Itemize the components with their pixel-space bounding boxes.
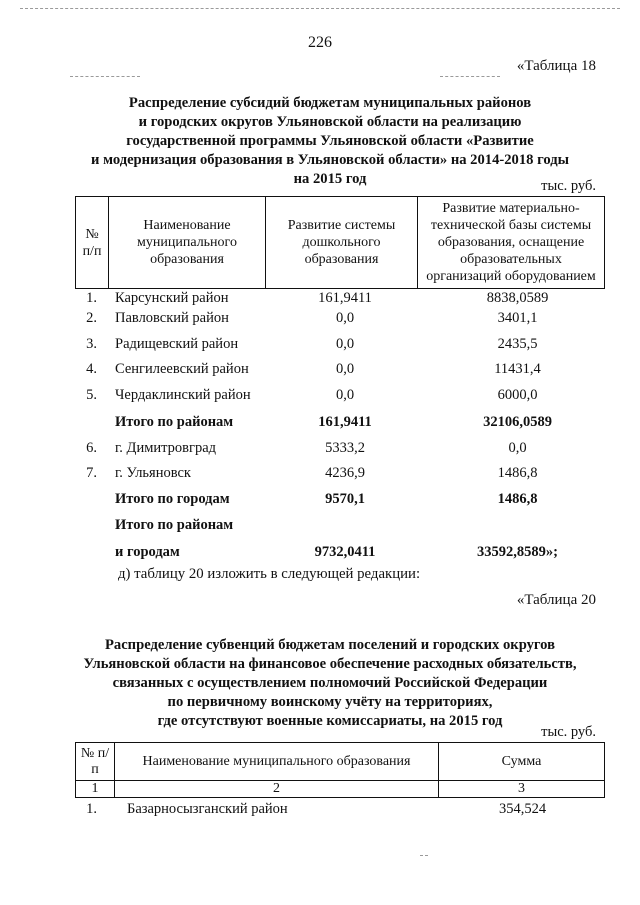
table18-header (75, 196, 605, 289)
title-line: где отсутствуют военные комиссариаты, на 2015 год (157, 713, 503, 729)
row-num: 7. (86, 465, 97, 481)
table20-unit: тыс. руб. (541, 724, 596, 740)
row-value-1: 161,9411 (318, 290, 372, 306)
row-value-1: 9732,0411 (314, 544, 376, 560)
row-value-1: 9570,1 (325, 491, 365, 507)
page-number: 226 (308, 34, 332, 51)
row-value-1: 0,0 (335, 387, 355, 403)
table-row (75, 798, 605, 820)
total-row (75, 541, 605, 563)
title-line: на 2015 год (293, 171, 367, 187)
row-name: Итого по городам (115, 491, 230, 507)
row-num: 6. (86, 440, 97, 456)
table-row (75, 307, 605, 329)
row-num: 3. (86, 336, 97, 352)
table18-reference: «Таблица 18 (516, 58, 596, 74)
total-row (75, 488, 605, 510)
row-value-2: 33592,8589»; (477, 544, 558, 560)
header-num: № п/п (76, 197, 109, 289)
header-name: Наименование муниципального образования (115, 743, 439, 781)
table18-unit: тыс. руб. (541, 178, 596, 194)
header-sum: Сумма (439, 743, 605, 781)
index-cell: 2 (115, 781, 439, 798)
table-row (75, 287, 605, 309)
scan-artifact-right (440, 76, 500, 77)
row-value-2: 8838,0589 (486, 290, 549, 306)
row-value-2: 2435,5 (497, 336, 538, 352)
row-value-2: 1486,8 (497, 465, 538, 481)
index-cell: 3 (439, 781, 605, 798)
row-value-1: 0,0 (335, 361, 355, 377)
total-row (75, 411, 605, 433)
row-value-2: 1486,8 (497, 491, 538, 507)
title-line: Ульяновской области на финансовое обеспечение расходных обязательств, (83, 656, 577, 672)
row-name: Сенгилеевский район (115, 361, 249, 377)
scan-artifact-top (20, 8, 620, 9)
row-name: и городам (115, 544, 180, 560)
title-line: и городских округов Ульяновской области на реализацию (138, 114, 522, 130)
row-sum: 354,524 (498, 801, 547, 817)
row-value-2: 11431,4 (494, 361, 541, 377)
index-cell: 1 (76, 781, 115, 798)
row-value-1: 4236,9 (325, 465, 365, 481)
row-value-2: 6000,0 (497, 387, 538, 403)
table-row (75, 437, 605, 459)
row-name: Итого по районам (115, 414, 234, 430)
row-num: 1. (86, 290, 97, 306)
row-name: Карсунский район (115, 290, 229, 306)
instruction-paragraph: д) таблицу 20 изложить в следующей редакции: (118, 566, 421, 582)
header-col1: Развитие системы дошкольного образования (266, 197, 418, 289)
row-num: 1. (86, 801, 97, 817)
table-row (75, 333, 605, 355)
table-row (75, 462, 605, 484)
total-row (75, 514, 605, 536)
title-line: связанных с осуществлением полномочий Российской Федерации (112, 675, 548, 691)
row-value-2: 0,0 (508, 440, 527, 456)
row-value-2: 3401,1 (497, 310, 538, 326)
row-num: 5. (86, 387, 97, 403)
row-value-2: 32106,0589 (483, 414, 552, 430)
title-line: по первичному воинскому учёту на территориях, (167, 694, 493, 710)
table20 (75, 742, 605, 798)
header-name: Наименование муниципального образования (109, 197, 266, 289)
row-name: г. Димитровград (115, 440, 217, 456)
title-line: государственной программы Ульяновской области «Развитие (126, 133, 534, 149)
table20-title (50, 636, 610, 731)
row-num: 2. (86, 310, 97, 326)
row-name: Итого по районам (115, 517, 234, 533)
row-value-1: 0,0 (335, 310, 355, 326)
row-value-1: 161,9411 (318, 414, 372, 430)
row-value-1: 5333,2 (325, 440, 365, 456)
row-name: Чердаклинский район (115, 387, 251, 403)
table18-title (60, 94, 600, 189)
row-name: г. Ульяновск (115, 465, 191, 481)
row-name: Базарносызганский район (127, 801, 288, 817)
title-line: Распределение субвенций бюджетам поселений и городских округов (104, 637, 555, 653)
row-num: 4. (86, 361, 97, 377)
table-row (75, 358, 605, 380)
row-value-1: 0,0 (335, 336, 355, 352)
scan-artifact-left (70, 76, 140, 77)
title-line: Распределение субсидий бюджетам муниципальных районов (128, 95, 532, 111)
row-name: Павловский район (115, 310, 229, 326)
scan-artifact-bottom (420, 855, 428, 856)
table20-reference: «Таблица 20 (516, 592, 596, 608)
header-num: № п/п (76, 743, 115, 781)
header-col2: Развитие материально-технической базы системы образования, оснащение образовательных организаций оборудованием (418, 197, 605, 289)
table-row (75, 384, 605, 406)
row-name: Радищевский район (115, 336, 239, 352)
title-line: и модернизация образования в Ульяновской области» на 2014-2018 годы (91, 152, 569, 168)
